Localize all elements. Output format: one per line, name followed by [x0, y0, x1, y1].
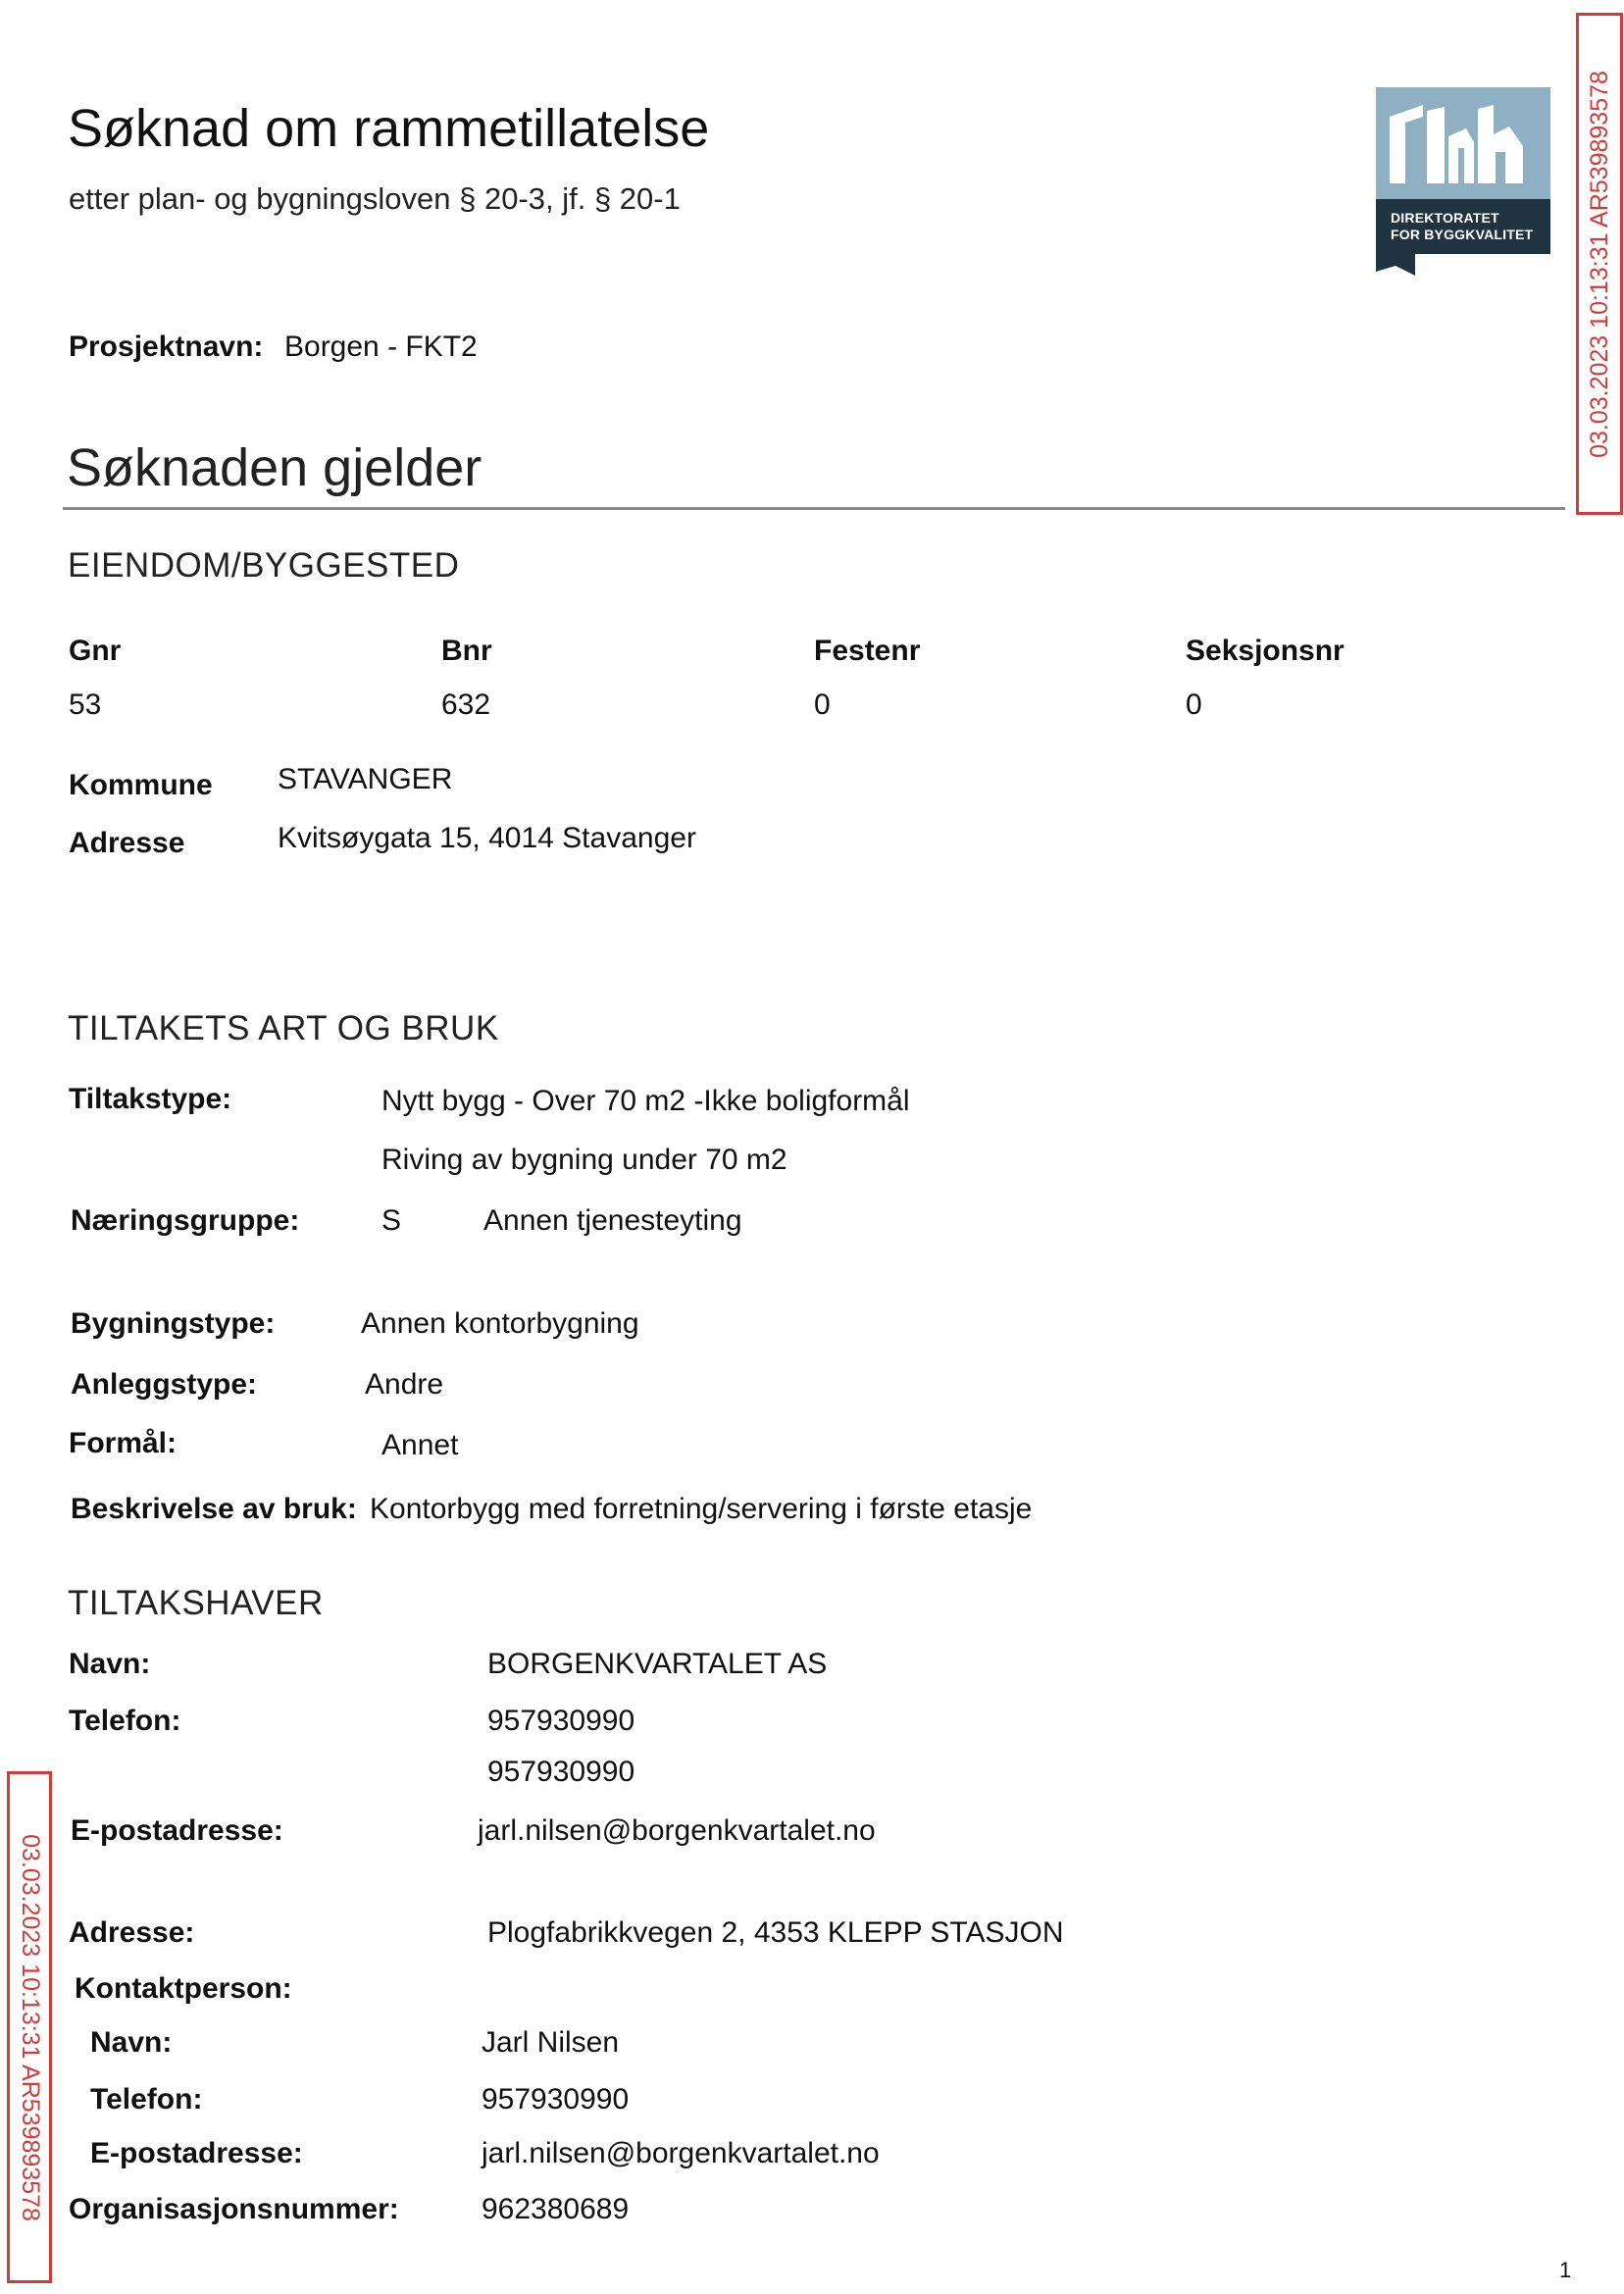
tiltakshaver-epost-value: jarl.nilsen@borgenkvartalet.no: [478, 1814, 876, 1847]
bnr-value: 632: [441, 688, 491, 721]
tiltakshaver-adresse-label: Adresse:: [69, 1916, 195, 1949]
kontakt-navn-label: Navn:: [90, 2026, 173, 2059]
tiltakshaver-telefon-value-2: 957930990: [487, 1756, 635, 1788]
bygningstype-label: Bygningstype:: [71, 1307, 276, 1340]
kontakt-telefon-value: 957930990: [482, 2083, 630, 2116]
seksjonsnr-label: Seksjonsnr: [1186, 635, 1345, 667]
timestamp-stamp-left: 03.03.2023 10:13:31 AR539893578: [7, 1771, 52, 2283]
bnr-label: Bnr: [441, 635, 492, 667]
logo-text: DIREKTORATET FOR BYGGKVALITET: [1391, 210, 1534, 242]
formal-value: Annet: [381, 1429, 459, 1461]
adresse-value: Kvitsøygata 15, 4014 Stavanger: [278, 822, 696, 854]
project-label: Prosjektnavn:: [69, 331, 264, 363]
tiltakstype-value-2: Riving av bygning under 70 m2: [381, 1144, 787, 1176]
tiltakshaver-navn-label: Navn:: [69, 1648, 151, 1680]
adresse-label: Adresse: [69, 827, 185, 859]
formal-label: Formål:: [69, 1427, 178, 1459]
gnr-value: 53: [69, 688, 102, 721]
timestamp-stamp-right: 03.03.2023 10:13:31 AR539893578: [1576, 13, 1623, 515]
kontaktperson-label: Kontaktperson:: [75, 1972, 292, 2005]
kommune-value: STAVANGER: [278, 763, 453, 795]
beskrivelse-value: Kontorbygg med forretning/servering i første etasje: [370, 1493, 1033, 1525]
page-subtitle: etter plan- og bygningsloven § 20-3, jf. § 20-1: [69, 181, 681, 216]
page-title: Søknad om rammetillatelse: [68, 99, 710, 158]
anleggstype-value: Andre: [365, 1368, 444, 1401]
orgnr-label: Organisasjonsnummer:: [69, 2193, 399, 2225]
kontakt-telefon-label: Telefon:: [90, 2083, 203, 2116]
tiltakshaver-telefon-value-1: 957930990: [487, 1705, 635, 1737]
tiltakshaver-heading: TILTAKSHAVER: [68, 1584, 324, 1622]
tiltakshaver-navn-value: BORGENKVARTALET AS: [487, 1648, 828, 1680]
project-value: Borgen - FKT2: [284, 331, 478, 363]
tiltakshaver-telefon-label: Telefon:: [69, 1705, 181, 1737]
kontakt-navn-value: Jarl Nilsen: [482, 2026, 620, 2059]
festenr-value: 0: [814, 688, 831, 721]
section-divider: [63, 507, 1565, 510]
anleggstype-label: Anleggstype:: [71, 1368, 258, 1401]
section-title: Søknaden gjelder: [67, 438, 482, 497]
kontakt-epost-value: jarl.nilsen@borgenkvartalet.no: [482, 2137, 880, 2169]
tiltak-heading: TILTAKETS ART OG BRUK: [68, 1009, 499, 1047]
dibk-logo: [1376, 87, 1550, 276]
naeringsgruppe-code: S: [381, 1204, 402, 1237]
tiltakshaver-epost-label: E-postadresse:: [71, 1814, 283, 1847]
naeringsgruppe-label: Næringsgruppe:: [71, 1204, 300, 1237]
naeringsgruppe-value: Annen tjenesteyting: [483, 1204, 742, 1237]
beskrivelse-label: Beskrivelse av bruk:: [71, 1493, 357, 1525]
orgnr-value: 962380689: [482, 2193, 630, 2225]
tiltakstype-label: Tiltakstype:: [69, 1083, 232, 1115]
property-heading: EIENDOM/BYGGESTED: [68, 546, 460, 585]
gnr-label: Gnr: [69, 635, 122, 667]
page-number: 1: [1559, 2258, 1572, 2282]
bygningstype-value: Annen kontorbygning: [361, 1307, 639, 1340]
festenr-label: Festenr: [814, 635, 921, 667]
seksjonsnr-value: 0: [1186, 688, 1202, 721]
kontakt-epost-label: E-postadresse:: [90, 2137, 303, 2169]
tiltakstype-value-1: Nytt bygg - Over 70 m2 -Ikke boligformål: [381, 1085, 910, 1117]
tiltakshaver-adresse-value: Plogfabrikkvegen 2, 4353 KLEPP STASJON: [487, 1916, 1064, 1949]
kommune-label: Kommune: [69, 769, 213, 801]
